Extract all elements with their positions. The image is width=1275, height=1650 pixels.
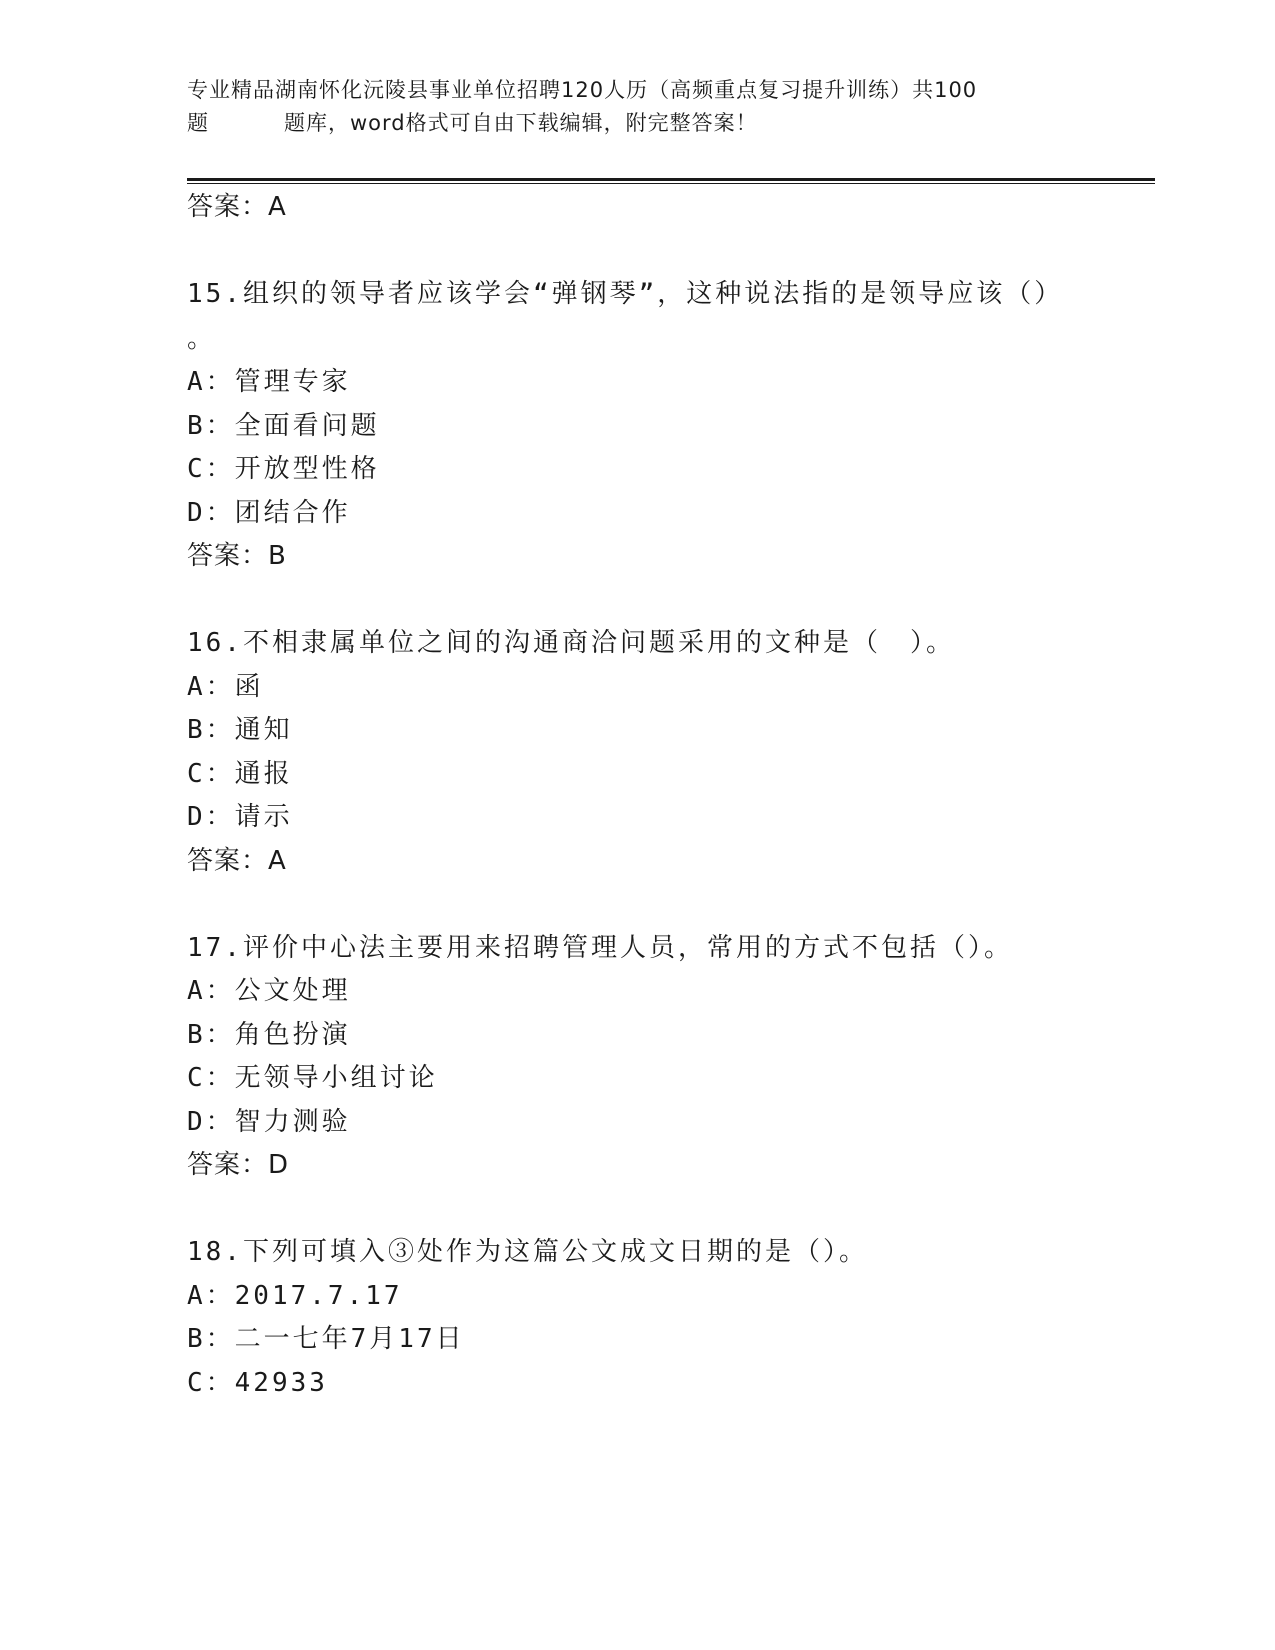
- header-title-line2-prefix: 题: [187, 111, 209, 135]
- question-15-option-b: B：全面看问题: [187, 411, 380, 441]
- previous-answer: 答案：A: [187, 192, 287, 222]
- question-17-stem: 17.评价中心法主要用来招聘管理人员，常用的方式不包括（）。: [187, 933, 1013, 963]
- header-divider-thick: [187, 178, 1155, 181]
- question-15-stem-continued: 。: [187, 324, 217, 354]
- header-divider-thin: [187, 183, 1155, 184]
- question-16-option-c: C：通报: [187, 759, 293, 789]
- question-17-option-b: B：角色扮演: [187, 1020, 351, 1050]
- question-15-stem: 15.组织的领导者应该学会“弹钢琴”，这种说法指的是领导应该（）: [187, 279, 1064, 309]
- question-16-option-d: D：请示: [187, 802, 293, 832]
- question-17-option-a: A：公文处理: [187, 976, 351, 1006]
- question-17-option-c: C：无领导小组讨论: [187, 1063, 438, 1093]
- header-title-line2: [187, 107, 1087, 140]
- question-16-stem: 16.不相隶属单位之间的沟通商洽问题采用的文种是（ ）。: [187, 628, 955, 658]
- question-17-option-d: D：智力测验: [187, 1107, 351, 1137]
- question-18-option-a: A：2017.7.17: [187, 1281, 403, 1311]
- question-15-option-a: A：管理专家: [187, 367, 351, 397]
- page-header: [187, 74, 1087, 140]
- question-15-option-d: D：团结合作: [187, 498, 351, 528]
- question-18-option-b: B：二一七年7月17日: [187, 1324, 465, 1354]
- question-18-option-c: C：42933: [187, 1368, 328, 1398]
- question-17-answer: 答案：D: [187, 1150, 290, 1180]
- header-title-line2-text: 题库，word格式可自由下载编辑，附完整答案！: [284, 111, 758, 135]
- question-16-option-b: B：通知: [187, 715, 293, 745]
- question-18-stem: 18.下列可填入③处作为这篇公文成文日期的是（）。: [187, 1237, 868, 1267]
- question-16-answer: 答案：A: [187, 846, 287, 876]
- question-15-answer: 答案：B: [187, 541, 287, 571]
- question-16-option-a: A：函: [187, 672, 264, 702]
- question-15-option-c: C：开放型性格: [187, 454, 380, 484]
- header-title-line1: 专业精品湖南怀化沅陵县事业单位招聘120人历（高频重点复习提升训练）共100: [187, 78, 978, 102]
